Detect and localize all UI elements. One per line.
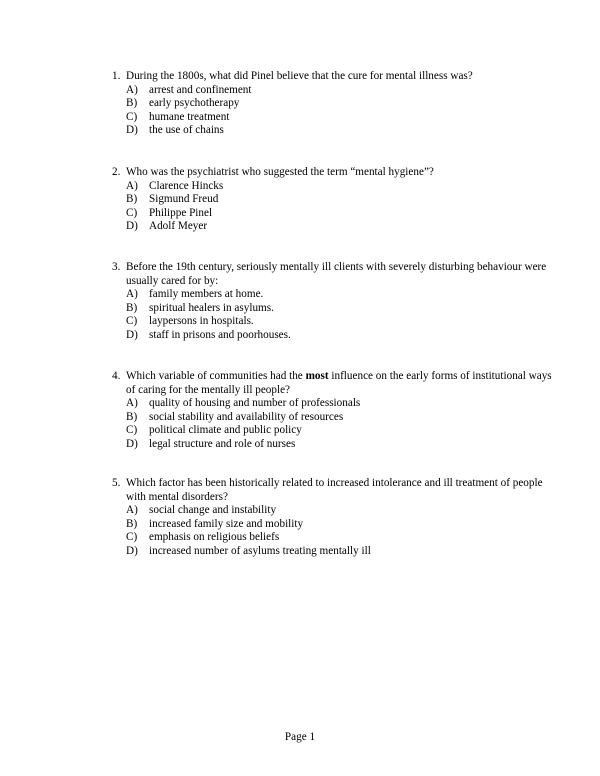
question-number: 4. (112, 370, 121, 382)
option-letter: D) (126, 544, 138, 557)
option-letter: A) (126, 504, 138, 516)
option-text: Philippe Pinel (149, 206, 213, 219)
answer-option (112, 97, 552, 111)
option-letter: B) (126, 301, 138, 314)
option-text: quality of housing and number of professionals (149, 397, 361, 409)
question-3 (112, 261, 552, 342)
option-letter: D) (126, 328, 138, 341)
option-letter: C) (126, 531, 138, 543)
option-text: the use of chains (149, 124, 224, 136)
answer-option (112, 84, 552, 98)
answer-option (112, 397, 552, 411)
option-letter: C) (126, 110, 138, 123)
option-letter: B) (126, 517, 138, 530)
answer-option (112, 545, 552, 559)
question-1 (112, 70, 552, 138)
option-text: political climate and public policy (149, 424, 302, 436)
option-letter: B) (126, 97, 138, 109)
question-2 (112, 166, 552, 234)
option-text: Clarence Hincks (149, 179, 224, 192)
answer-option (112, 180, 552, 194)
option-letter: B) (126, 410, 138, 423)
question-text: Who was the psychiatrist who suggested the term “mental hygiene”? (126, 166, 434, 178)
option-text: staff in prisons and poorhouses. (149, 328, 291, 341)
question-text: During the 1800s, what did Pinel believe that the cure for mental illness was? (126, 70, 473, 82)
question-number: 3. (112, 261, 121, 273)
question-number: 1. (112, 70, 121, 82)
option-letter: A) (126, 83, 138, 96)
option-letter: C) (126, 315, 138, 327)
option-letter: C) (126, 424, 138, 436)
answer-option (112, 207, 552, 221)
option-text: family members at home. (149, 288, 264, 300)
answer-option (112, 504, 552, 518)
answer-option (112, 531, 552, 545)
answer-option (112, 438, 552, 452)
answer-option (112, 220, 552, 234)
answer-option (112, 329, 552, 343)
option-text: increased number of asylums treating mentally ill (149, 544, 371, 557)
answer-option (112, 193, 552, 207)
answer-option (112, 288, 552, 302)
question-stem (112, 261, 552, 288)
question-text-start: Which variable of communities had the (126, 370, 306, 382)
option-letter: A) (126, 397, 138, 409)
option-letter: A) (126, 179, 138, 192)
option-text: early psychotherapy (149, 97, 240, 109)
answer-option (112, 315, 552, 329)
option-text: laypersons in hospitals. (149, 315, 254, 327)
option-letter: D) (126, 437, 138, 450)
option-text: spiritual healers in asylums. (149, 301, 274, 314)
question-stem (112, 477, 552, 504)
answer-option (112, 424, 552, 438)
option-letter: A) (126, 288, 138, 300)
question-emphasis: most (305, 370, 329, 382)
answer-option (112, 302, 552, 316)
option-letter: B) (126, 193, 138, 205)
question-5 (112, 477, 552, 558)
option-text: Adolf Meyer (149, 220, 208, 232)
option-text: arrest and confinement (149, 83, 252, 96)
question-text-end: influence on the early forms of institutional ways of caring for the mentally ill people? (126, 370, 552, 396)
answer-option (112, 411, 552, 425)
question-text: Before the 19th century, seriously mentally ill clients with severely disturbing behaviour were usually cared for by: (126, 261, 547, 287)
option-text: emphasis on religious beliefs (149, 531, 280, 543)
option-letter: D) (126, 220, 138, 232)
option-letter: D) (126, 124, 138, 136)
answer-option (112, 124, 552, 138)
option-text: Sigmund Freud (149, 193, 219, 205)
question-stem (112, 70, 552, 84)
option-text: legal structure and role of nurses (149, 437, 296, 450)
page-number: Page 1 (284, 731, 316, 743)
question-text: Which factor has been historically related to increased intolerance and ill treatment of people with mental disorders? (126, 477, 543, 503)
answer-option (112, 111, 552, 125)
option-text: social change and instability (149, 504, 277, 516)
answer-option (112, 518, 552, 532)
option-letter: C) (126, 206, 138, 219)
option-text: social stability and availability of resources (149, 410, 344, 423)
question-number: 2. (112, 166, 121, 178)
question-stem (112, 370, 552, 397)
option-text: humane treatment (149, 110, 230, 123)
option-text: increased family size and mobility (149, 517, 304, 530)
question-4 (112, 370, 552, 451)
question-stem (112, 166, 552, 180)
question-number: 5. (112, 477, 121, 489)
